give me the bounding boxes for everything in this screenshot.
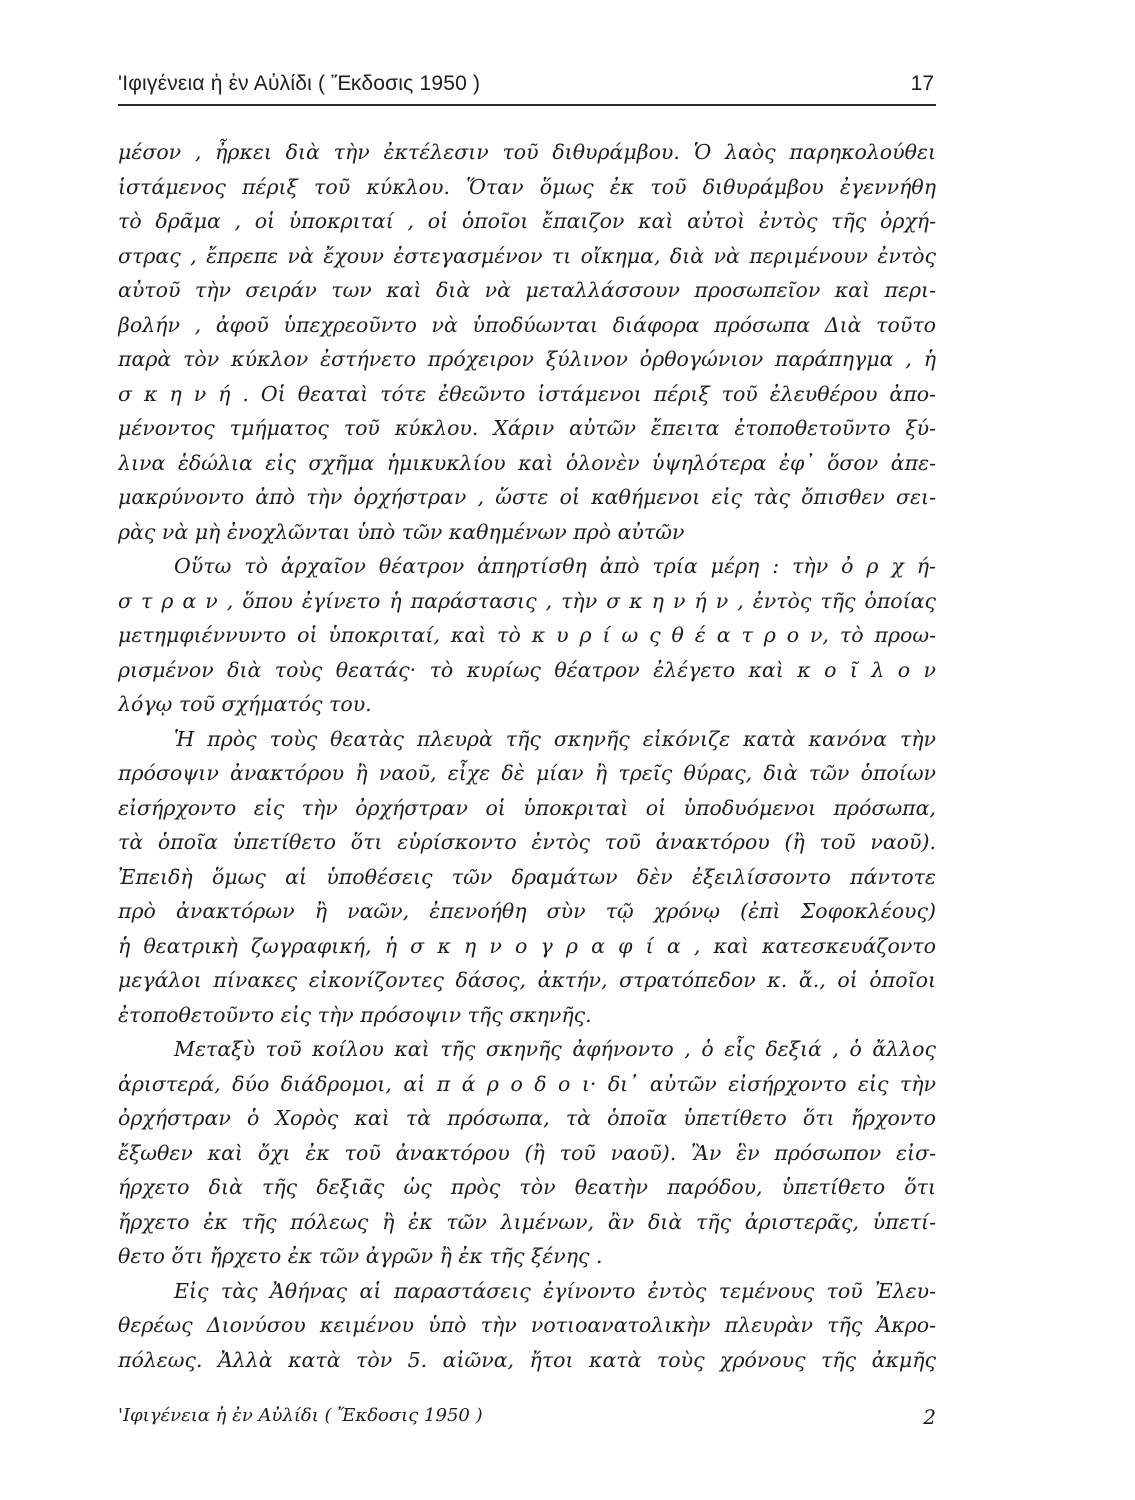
text-line: παρὰ τὸν κύκλον ἐστήνετο πρόχειρον ξύλινον ὀρθογώνιον παράπηγμα , ἡ	[118, 347, 936, 371]
text-line: μετημφιέννυντο οἱ ὑποκριταί, καὶ τὸ κ υ ρ ί ω ς θ έ α τ ρ ο ν, τὸ προω-	[118, 623, 936, 647]
text-line: Εἰς τὰς Ἀθήνας αἱ παραστάσεις ἐγίνοντο ἐντὸς τεμένους τοῦ Ἐλευ-	[174, 1278, 936, 1303]
text-line: εἰσήρχοντο εἰς τὴν ὀρχήστραν οἱ ὑποκριταὶ οἱ ὑποδυόμενοι πρόσωπα,	[118, 795, 936, 820]
text-line: λινα ἑδώλια εἰς σχῆμα ἡμικυκλίου καὶ ὁλονὲν ὑψηλότερα ἐφ᾽ ὅσον ἀπε-	[118, 450, 936, 475]
text-line: ρὰς νὰ μὴ ἐνοχλῶνται ὑπὸ τῶν καθημένων πρὸ αὐτῶν	[118, 519, 685, 544]
text-line: τὰ ὁποῖα ὑπετίθετο ὅτι εὑρίσκοντο ἐντὸς τοῦ ἀνακτόρου (ἢ τοῦ ναοῦ).	[118, 830, 936, 854]
text-line: σ κ η ν ή . Οἱ θεαταὶ τότε ἐθεῶντο ἱστάμενοι πέριξ τοῦ ἐλευθέρου ἀπο-	[118, 381, 936, 406]
text-line: Ἐπειδὴ ὅμως αἱ ὑποθέσεις τῶν δραμάτων δὲν ἐξειλίσσοντο πάντοτε	[118, 864, 936, 889]
text-line: μένοντος τμήματος τοῦ κύκλου. Χάριν αὐτῶν ἔπειτα ἐτοποθετοῦντο ξύ-	[118, 416, 936, 440]
footer-title: 'Ιφιγένεια ἡ ἐν Αὐλίδι ( Ἔκδοσις 1950 )	[118, 1405, 483, 1426]
text-line: ἤρχετο ἐκ τῆς πόλεως ἢ ἐκ τῶν λιμένων, ἂν διὰ τῆς ἀριστερᾶς, ὑπετί-	[118, 1209, 936, 1234]
text-line: μακρύνοντο ἀπὸ τὴν ὀρχήστραν , ὥστε οἱ καθήμενοι εἰς τὰς ὄπισθεν σει-	[118, 485, 936, 509]
text-line: ρισμένον διὰ τοὺς θεατάς· τὸ κυρίως θέατρον ἐλέγετο καὶ κ ο ῖ λ ο ν	[118, 657, 936, 682]
page-footer	[118, 1405, 936, 1435]
text-line: μεγάλοι πίνακες εἰκονίζοντες δάσος, ἀκτήν, στρατόπεδον κ. ἄ., οἱ ὁποῖοι	[118, 968, 936, 992]
text-line: ὀρχήστραν ὁ Χορὸς καὶ τὰ πρόσωπα, τὰ ὁποῖα ὑπετίθετο ὅτι ἤρχοντο	[118, 1106, 936, 1130]
text-line: ήρχετο διὰ τῆς δεξιᾶς ὡς πρὸς τὸν θεατὴν παρόδου, ὑπετίθετο ὅτι	[118, 1175, 936, 1199]
body-text	[118, 135, 936, 1377]
running-header	[118, 70, 936, 106]
text-line: θετο ὅτι ἤρχετο ἐκ τῶν ἀγρῶν ἢ ἐκ τῆς ξένης .	[118, 1244, 603, 1268]
text-line: λόγῳ τοῦ σχήματός του.	[118, 692, 372, 716]
text-line: πρὸ ἀνακτόρων ἢ ναῶν, ἐπενοήθη σὺν τῷ χρόνῳ (ἐπὶ Σοφοκλέους)	[118, 899, 936, 923]
text-line: ἔξωθεν καὶ ὄχι ἐκ τοῦ ἀνακτόρου (ἢ τοῦ ναοῦ). Ἂν ἓν πρόσωπον εἰσ-	[118, 1140, 936, 1165]
text-line: μέσον , ἦρκει διὰ τὴν ἐκτέλεσιν τοῦ διθυράμβου. Ὁ λαὸς παρηκολούθει	[118, 140, 936, 164]
text-line: βολήν , ἀφοῦ ὑπεχρεοῦντο νὰ ὑποδύωνται διάφορα πρόσωπα Διὰ τοῦτο	[118, 312, 936, 337]
page-number: 17	[910, 72, 934, 95]
header-title: 'Ιφιγένεια ἡ ἐν Αὐλίδι ( Ἔκδοσις 1950 )	[118, 72, 481, 95]
text-line: τὸ δρᾶμα , οἱ ὑποκριταί , οἱ ὁποῖοι ἔπαιζον καὶ αὐτοὶ ἐντὸς τῆς ὀρχή-	[118, 209, 936, 233]
text-line: Μεταξὺ τοῦ κοίλου καὶ τῆς σκηνῆς ἀφήνοντο , ὁ εἷς δεξιά , ὁ ἄλλος	[174, 1037, 936, 1061]
text-line: ἡ θεατρικὴ ζωγραφική, ἡ σ κ η ν ο γ ρ α φ ί α , καὶ κατεσκευάζοντο	[118, 933, 936, 958]
text-line: ἱστάμενος πέριξ τοῦ κύκλου. Ὅταν ὅμως ἐκ τοῦ διθυράμβου ἐγεννήθη	[118, 174, 936, 199]
text-line: πόλεως. Ἀλλὰ κατὰ τὸν 5. αἰῶνα, ἤτοι κατὰ τοὺς χρόνους τῆς ἀκμῆς	[118, 1347, 936, 1372]
text-line: Οὕτω τὸ ἀρχαῖον θέατρον ἀπηρτίσθη ἀπὸ τρία μέρη : τὴν ὀ ρ χ ή-	[174, 554, 936, 578]
text-line: πρόσοψιν ἀνακτόρου ἢ ναοῦ, εἶχε δὲ μίαν ἢ τρεῖς θύρας, διὰ τῶν ὁποίων	[118, 761, 936, 785]
text-line: σ τ ρ α ν , ὅπου ἐγίνετο ἡ παράστασις , τὴν σ κ η ν ή ν , ἐντὸς τῆς ὁποίας	[118, 588, 936, 613]
signature-mark: 2	[923, 1405, 936, 1429]
text-line: ἐτοποθετοῦντο εἰς τὴν πρόσοψιν τῆς σκηνῆς.	[118, 1002, 592, 1027]
text-line: ἀριστερά, δύο διάδρομοι, αἱ π ά ρ ο δ ο ι· δι᾽ αὐτῶν εἰσήρχοντο εἰς τὴν	[118, 1071, 936, 1096]
text-line: στρας , ἔπρεπε νὰ ἔχουν ἐστεγασμένον τι οἴκημα, διὰ νὰ περιμένουν ἐντὸς	[118, 243, 936, 268]
text-line: αὐτοῦ τὴν σειράν των καὶ διὰ νὰ μεταλλάσσουν προσωπεῖον καὶ περι-	[118, 278, 936, 302]
text-line: θερέως Διονύσου κειμένου ὑπὸ τὴν νοτιοανατολικὴν πλευρὰν τῆς Ἀκρο-	[118, 1313, 936, 1337]
text-line: Ἡ πρὸς τοὺς θεατὰς πλευρὰ τῆς σκηνῆς εἰκόνιζε κατὰ κανόνα τὴν	[174, 726, 936, 751]
